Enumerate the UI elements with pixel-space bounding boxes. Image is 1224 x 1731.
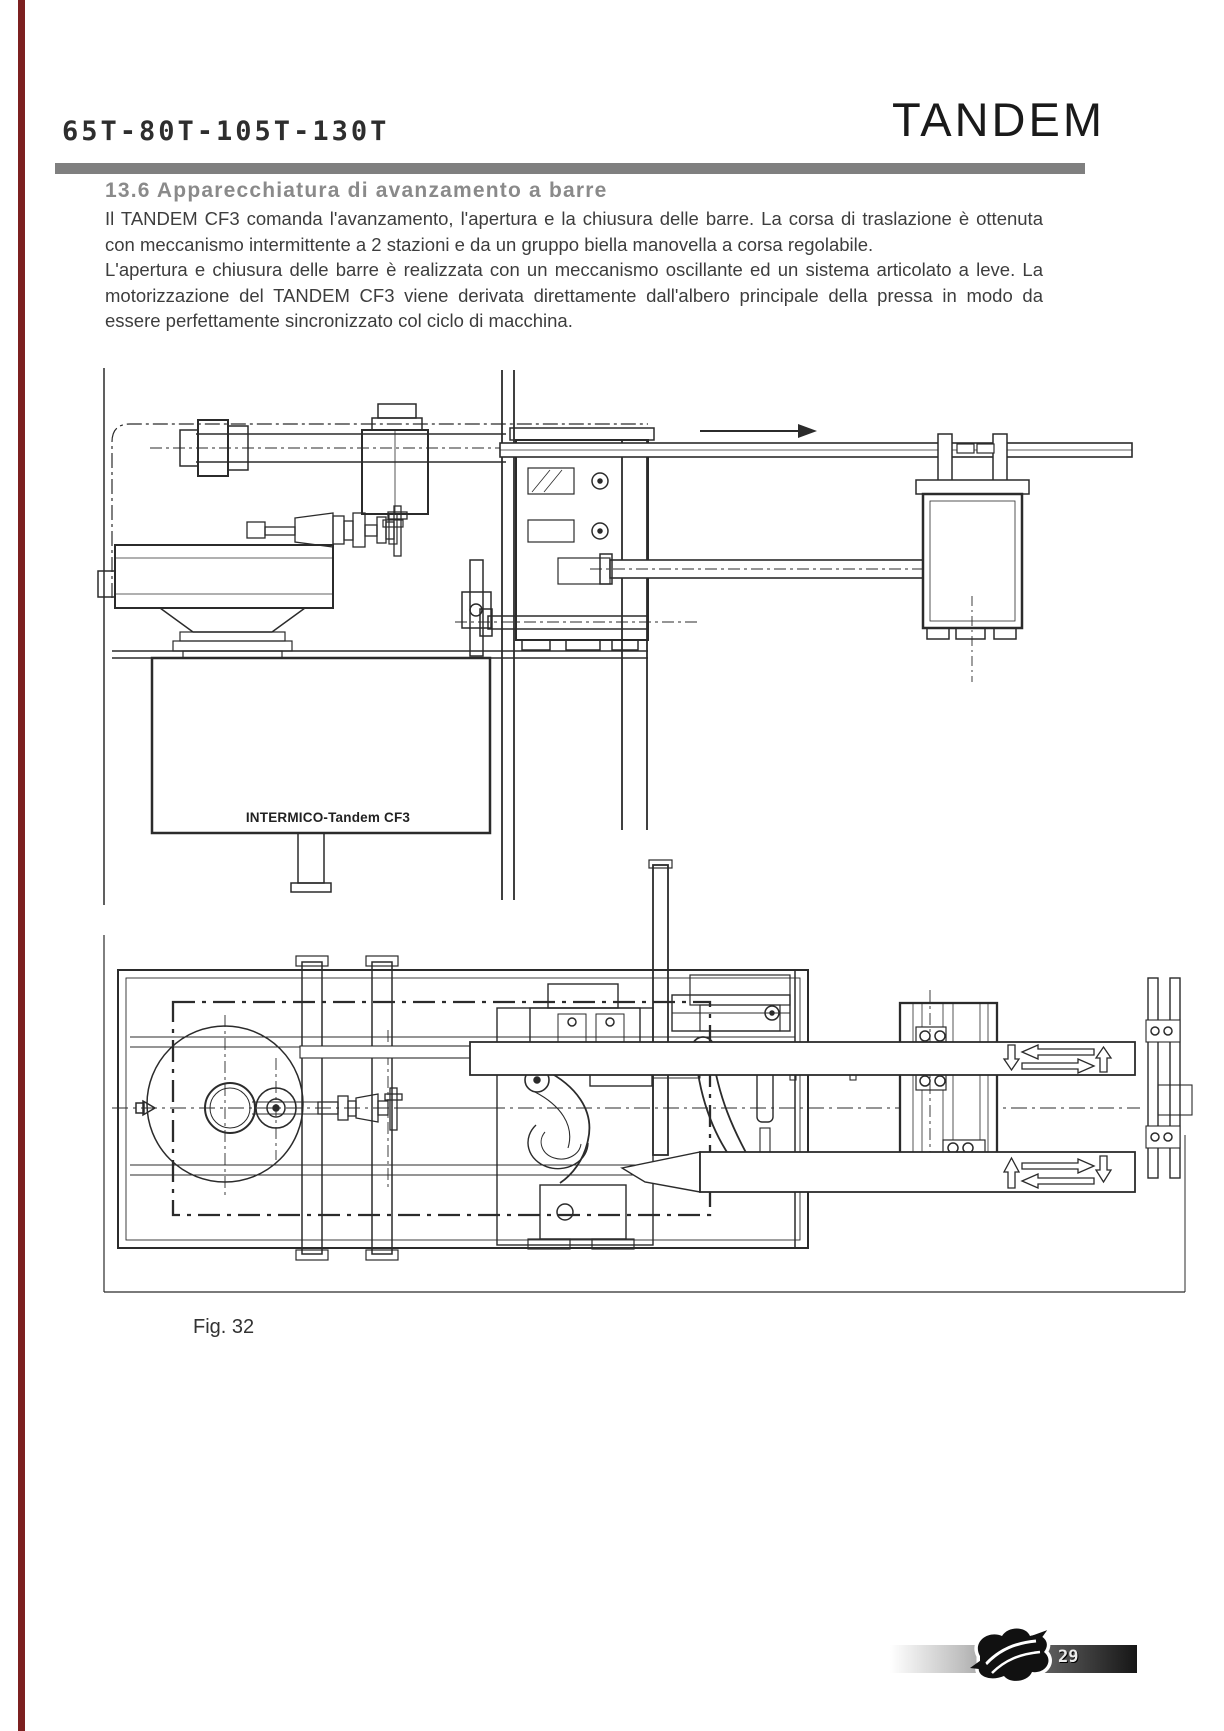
page-edge-accent: [18, 0, 25, 1731]
machine-nameplate: INTERMICO-Tandem CF3: [245, 810, 411, 825]
station-block: [900, 990, 997, 1175]
advance-direction-arrow: [700, 424, 817, 438]
figure-caption: Fig. 32: [193, 1316, 255, 1338]
riser-plate: [653, 865, 668, 1155]
intermico-logo: [958, 1620, 1058, 1684]
body-text: [105, 206, 1043, 334]
section-title: 13.6 Apparecchiatura di avanzamento a barre: [105, 179, 608, 202]
figure-side-view: [95, 360, 1145, 910]
figure-top-view: [95, 850, 1200, 1300]
paragraph-1: Il TANDEM CF3 comanda l'avanzamento, l'apertura e la chiusura delle barre. La corsa di traslazione è ottenuta con meccanismo intermittente a 2 stazioni e da un gruppo biella manovella a corsa regolabile.: [105, 208, 1043, 255]
header-rule: [55, 163, 1085, 174]
paragraph-2: L'apertura e chiusura delle barre è realizzata con un meccanismo oscillante ed un sistema articolato a leve. La motorizzazione del TANDEM CF3 viene derivata direttamente dall'albero principale della pressa in modo da essere perfettamente sincronizzato col ciclo di macchina.: [105, 259, 1043, 331]
lower-bar: [622, 1152, 1135, 1192]
right-station-block: [916, 434, 1029, 682]
header-model-range: 65T-80T-105T-130T: [62, 116, 390, 147]
page-number: 29: [1058, 1647, 1079, 1667]
oscillating-mechanism: [497, 984, 700, 1249]
machine-frame: [118, 970, 808, 1248]
turnbuckle-linkage-top: [318, 1088, 497, 1130]
brand-logo-text: TANDEM: [892, 93, 1105, 146]
base-box: [152, 658, 490, 833]
